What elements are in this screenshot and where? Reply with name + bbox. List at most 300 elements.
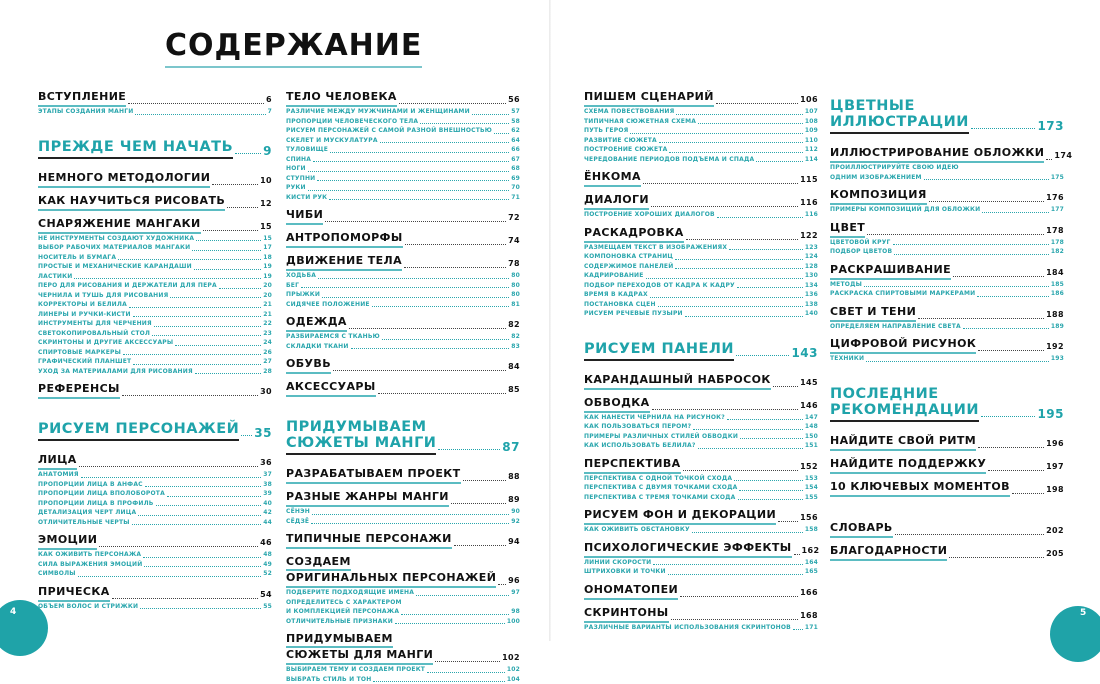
- toc-chapter[interactable]: [38, 453, 272, 470]
- toc-subentry[interactable]: [38, 550, 272, 560]
- toc-page-number: 18: [263, 253, 272, 263]
- dot-leader: [472, 114, 509, 115]
- dot-leader: [949, 557, 1044, 558]
- toc-subentry[interactable]: [286, 117, 520, 127]
- toc-label: ИНСТРУМЕНТЫ ДЛЯ ЧЕРЧЕНИЯ: [38, 319, 152, 329]
- toc-page-number: 17: [263, 243, 272, 253]
- toc-label: ПРОСТЫЕ И МЕХАНИЧЕСКИЕ КАРАНДАШИ: [38, 262, 192, 272]
- toc-page-number: 128: [805, 262, 818, 272]
- toc-subentry[interactable]: [38, 243, 272, 253]
- toc-column-1: [38, 84, 272, 611]
- toc-subentry[interactable]: [584, 474, 818, 484]
- dot-leader: [317, 180, 509, 181]
- toc-subentry[interactable]: [584, 413, 818, 423]
- dot-leader: [382, 339, 509, 340]
- dot-leader: [668, 574, 803, 575]
- toc-chapter[interactable]: [286, 490, 520, 507]
- toc-label: КАК НАНЕСТИ ЧЕРНИЛА НА РИСУНОК?: [584, 413, 725, 423]
- toc-section[interactable]: [286, 419, 520, 455]
- toc-chapter[interactable]: [286, 467, 520, 484]
- toc-label: ЭТАПЫ СОЗДАНИЯ МАНГИ: [38, 107, 133, 117]
- toc-subentry[interactable]: [584, 145, 818, 155]
- toc-subentry[interactable]: [38, 310, 272, 320]
- toc-label-line: ПРИДУМЫВАЕМ: [286, 419, 520, 435]
- toc-subentry[interactable]: [286, 183, 520, 193]
- toc-subentry[interactable]: [286, 665, 520, 675]
- toc-label-line: ОПРЕДЕЛИТЕСЬ С ХАРАКТЕРОМ: [286, 598, 520, 608]
- dot-leader: [128, 103, 264, 104]
- toc-label: АНАТОМИЯ: [38, 470, 79, 480]
- toc-section[interactable]: [830, 98, 1064, 134]
- dot-leader: [132, 524, 262, 525]
- dot-leader: [318, 278, 509, 279]
- toc-label: ПЕРСПЕКТИВА С ОДНОЙ ТОЧКОЙ СХОДА: [584, 474, 732, 484]
- dot-leader: [311, 523, 509, 524]
- toc-subentry[interactable]: [286, 107, 520, 117]
- toc-page-number: 196: [1046, 437, 1064, 451]
- toc-label: РАЗМЕЩАЕМ ТЕКСТ В ИЗОБРАЖЕНИЯХ: [584, 243, 727, 253]
- dot-leader: [380, 142, 510, 143]
- toc-page-number: 104: [507, 675, 520, 684]
- toc-page-number: 136: [805, 290, 818, 300]
- toc-page-number: 28: [263, 367, 272, 377]
- toc-label: И КОМПЛЕКЦИЕЙ ПЕРСОНАЖА: [286, 607, 399, 617]
- toc-subentry[interactable]: [584, 422, 818, 432]
- toc-page-number: 148: [805, 422, 818, 432]
- dot-leader: [192, 250, 261, 251]
- toc-subentry[interactable]: [830, 289, 1064, 299]
- toc-label: РАСКРАСКА СПИРТОВЫМИ МАРКЕРАМИ: [830, 289, 975, 299]
- toc-subentry[interactable]: [286, 617, 520, 627]
- toc-subentry[interactable]: [38, 508, 272, 518]
- dot-leader: [978, 350, 1044, 351]
- toc-chapter[interactable]: [286, 231, 520, 248]
- toc-page-number: 84: [508, 360, 520, 374]
- toc-subentry[interactable]: [38, 480, 272, 490]
- toc-subentry[interactable]: [38, 357, 272, 367]
- toc-subentry[interactable]: [830, 163, 1064, 182]
- toc-chapter[interactable]: [38, 90, 272, 107]
- dot-leader: [416, 595, 509, 596]
- toc-page-number: 171: [805, 623, 818, 633]
- toc-label: ТЕХНИКИ: [830, 354, 864, 364]
- toc-label: РАЗРАБАТЫВАЕМ ПРОЕКТ: [286, 467, 461, 484]
- toc-chapter[interactable]: [38, 533, 272, 550]
- toc-page-number: 122: [800, 229, 818, 243]
- toc-chapter[interactable]: [286, 208, 520, 225]
- toc-page-number: 189: [1051, 322, 1064, 332]
- dot-leader: [122, 395, 258, 396]
- toc-page-number: 67: [511, 155, 520, 165]
- toc-chapter[interactable]: [584, 170, 818, 187]
- toc-label: ОДЕЖДА: [286, 315, 347, 332]
- dot-leader: [373, 681, 504, 682]
- dot-leader: [112, 598, 258, 599]
- dot-leader: [438, 449, 500, 450]
- toc-page-number: 94: [508, 535, 520, 549]
- toc-label: ДЕТАЛИЗАЦИЯ ЧЕРТ ЛИЦА: [38, 508, 136, 518]
- toc-label: ПУТЬ ГЕРОЯ: [584, 126, 628, 136]
- dot-leader: [395, 623, 505, 624]
- toc-label: РУКИ: [286, 183, 306, 193]
- toc-page-number: 114: [805, 155, 818, 165]
- toc-chapter[interactable]: [286, 315, 520, 332]
- toc-chapter[interactable]: [830, 457, 1064, 474]
- dot-leader: [401, 614, 509, 615]
- toc-label: ЧЕРНИЛА И ТУШЬ ДЛЯ РИСОВАНИЯ: [38, 291, 168, 301]
- toc-label: ПЕРСПЕКТИВА С ДВУМЯ ТОЧКАМИ СХОДА: [584, 483, 737, 493]
- dot-leader: [156, 505, 262, 506]
- toc-page-number: 58: [511, 117, 520, 127]
- dot-leader: [866, 361, 1049, 362]
- toc-subentry[interactable]: [286, 126, 520, 136]
- toc-subentry[interactable]: [38, 329, 272, 339]
- toc-page-number: 56: [508, 93, 520, 107]
- toc-subentry[interactable]: [286, 675, 520, 684]
- toc-chapter[interactable]: [38, 171, 272, 188]
- toc-page-number: 83: [511, 342, 520, 352]
- toc-subentry[interactable]: [286, 174, 520, 184]
- toc-page-number: 156: [800, 511, 818, 525]
- dot-leader: [154, 326, 261, 327]
- dot-leader: [322, 297, 509, 298]
- toc-chapter[interactable]: [830, 337, 1064, 354]
- toc-label: ВЫБРАТЬ СТИЛЬ И ТОН: [286, 675, 371, 684]
- dot-leader: [241, 435, 252, 436]
- toc-section[interactable]: [38, 139, 272, 159]
- toc-subentry[interactable]: [38, 602, 272, 612]
- toc-chapter[interactable]: [584, 90, 818, 107]
- toc-section[interactable]: [38, 421, 272, 441]
- dot-leader: [494, 133, 509, 134]
- dot-leader: [929, 201, 1044, 202]
- toc-subentry[interactable]: [830, 280, 1064, 290]
- toc-label-line: ПОСЛЕДНИЕ: [830, 386, 1064, 402]
- toc-label: РАЗВИТИЕ СЮЖЕТА: [584, 136, 657, 146]
- toc-section[interactable]: [584, 341, 818, 361]
- toc-chapter[interactable]: [38, 382, 272, 399]
- toc-subentry[interactable]: [584, 567, 818, 577]
- toc-page-number: 69: [511, 174, 520, 184]
- toc-chapter[interactable]: [830, 434, 1064, 451]
- toc-page-number: 54: [260, 588, 272, 602]
- toc-label: РАЗНЫЕ ЖАНРЫ МАНГИ: [286, 490, 449, 507]
- toc-label: УХОД ЗА МАТЕРИАЛАМИ ДЛЯ РИСОВАНИЯ: [38, 367, 193, 377]
- toc-label: ЭМОЦИИ: [38, 533, 97, 550]
- toc-page-number: 198: [1046, 483, 1064, 497]
- toc-chapter[interactable]: [830, 263, 1064, 280]
- dot-leader: [918, 318, 1044, 319]
- dot-leader: [454, 545, 506, 546]
- toc-label: КАК ОЖИВИТЬ ПЕРСОНАЖА: [38, 550, 141, 560]
- toc-subentry[interactable]: [830, 205, 1064, 215]
- toc-subentry[interactable]: [38, 518, 272, 528]
- toc-subentry[interactable]: [584, 155, 818, 165]
- toc-label: РАСКРАШИВАНИЕ: [830, 263, 951, 280]
- toc-subentry[interactable]: [286, 300, 520, 310]
- toc-subentry[interactable]: [286, 598, 520, 617]
- toc-chapter[interactable]: [830, 521, 1064, 538]
- dot-leader: [135, 114, 265, 115]
- toc-page-number: 112: [805, 145, 818, 155]
- toc-subentry[interactable]: [38, 319, 272, 329]
- dot-leader: [203, 230, 258, 231]
- toc-label: СИДЯЧЕЕ ПОЛОЖЕНИЕ: [286, 300, 370, 310]
- toc-chapter[interactable]: [38, 194, 272, 211]
- toc-chapter[interactable]: [830, 305, 1064, 322]
- toc-subentry[interactable]: [584, 262, 818, 272]
- toc-label: ОПРЕДЕЛЯЕМ НАПРАВЛЕНИЕ СВЕТА: [830, 322, 961, 332]
- toc-page-number: 116: [800, 196, 818, 210]
- toc-subentry[interactable]: [584, 281, 818, 291]
- toc-subentry[interactable]: [38, 253, 272, 263]
- toc-label: ЛИНЕРЫ И РУЧКИ-КИСТИ: [38, 310, 131, 320]
- toc-subentry[interactable]: [584, 483, 818, 493]
- dot-leader: [737, 287, 803, 288]
- dot-leader: [133, 364, 261, 365]
- toc-page-number: 81: [511, 300, 520, 310]
- toc-label: ИЛЛЮСТРАЦИИ: [830, 114, 969, 134]
- toc-label: ОНОМАТОПЕИ: [584, 583, 678, 600]
- toc-chapter[interactable]: [286, 357, 520, 374]
- toc-chapter[interactable]: [286, 632, 520, 665]
- toc-subentry[interactable]: [584, 558, 818, 568]
- toc-page-number: 30: [260, 385, 272, 399]
- toc-chapter[interactable]: [830, 146, 1064, 163]
- toc-label: ПРОПОРЦИИ ЧЕЛОВЕЧЕСКОГО ТЕЛА: [286, 117, 418, 127]
- toc-chapter[interactable]: [38, 585, 272, 602]
- toc-page-number: 66: [511, 145, 520, 155]
- dot-leader: [129, 307, 261, 308]
- toc-page-number: 72: [508, 211, 520, 225]
- toc-label: СЁНЭН: [286, 507, 310, 517]
- toc-page-number: 153: [805, 474, 818, 484]
- toc-chapter[interactable]: [38, 217, 272, 234]
- toc-subentry[interactable]: [38, 489, 272, 499]
- dot-leader: [325, 221, 506, 222]
- toc-subentry[interactable]: [38, 300, 272, 310]
- dot-leader: [893, 244, 1049, 245]
- toc-chapter[interactable]: [584, 193, 818, 210]
- toc-subentry[interactable]: [830, 247, 1064, 257]
- toc-label: ЁНКОМА: [584, 170, 641, 187]
- toc-label: КАРАНДАШНЫЙ НАБРОСОК: [584, 373, 771, 390]
- toc-subentry[interactable]: [286, 145, 520, 155]
- dot-leader: [78, 576, 262, 577]
- toc-subentry[interactable]: [286, 281, 520, 291]
- toc-chapter[interactable]: [286, 380, 520, 397]
- toc-subentry[interactable]: [286, 164, 520, 174]
- toc-chapter[interactable]: [584, 541, 818, 558]
- toc-chapter[interactable]: [584, 606, 818, 623]
- toc-page-number: 90: [511, 507, 520, 517]
- toc-page-number: 182: [1051, 247, 1064, 257]
- toc-page-number: 154: [805, 483, 818, 493]
- toc-page-number: 38: [263, 480, 272, 490]
- toc-label-line: ПРОИЛЛЮСТРИРУЙТЕ СВОЮ ИДЕЮ: [830, 163, 1064, 173]
- toc-section[interactable]: [830, 386, 1064, 422]
- dot-leader: [740, 438, 803, 439]
- toc-subentry[interactable]: [286, 155, 520, 165]
- toc-subentry[interactable]: [584, 432, 818, 442]
- toc-subentry[interactable]: [584, 243, 818, 253]
- toc-subentry[interactable]: [286, 507, 520, 517]
- toc-chapter[interactable]: [584, 457, 818, 474]
- toc-subentry[interactable]: [584, 107, 818, 117]
- dot-leader: [650, 297, 803, 298]
- toc-label: ЛАСТИКИ: [38, 272, 72, 282]
- dot-leader: [427, 672, 505, 673]
- toc-subentry[interactable]: [584, 210, 818, 220]
- dot-leader: [675, 268, 802, 269]
- toc-subentry[interactable]: [38, 107, 272, 117]
- toc-label: КИСТИ РУК: [286, 193, 327, 203]
- dot-leader: [308, 190, 510, 191]
- toc-subentry[interactable]: [830, 354, 1064, 364]
- toc-chapter[interactable]: [584, 373, 818, 390]
- toc-label: ОРИГИНАЛЬНЫХ ПЕРСОНАЖЕЙ: [286, 571, 496, 588]
- toc-page-number: 175: [1051, 173, 1064, 183]
- toc-page-number: 44: [263, 518, 272, 528]
- toc-page-number: 20: [263, 291, 272, 301]
- toc-label: ПРОПОРЦИИ ЛИЦА В ПРОФИЛЬ: [38, 499, 154, 509]
- toc-subentry[interactable]: [286, 588, 520, 598]
- toc-page-number: 15: [263, 234, 272, 244]
- toc-label: КОРРЕКТОРЫ И БЕЛИЛА: [38, 300, 127, 310]
- toc-chapter[interactable]: [830, 188, 1064, 205]
- toc-subentry[interactable]: [584, 126, 818, 136]
- toc-chapter[interactable]: [584, 226, 818, 243]
- toc-subentry[interactable]: [584, 525, 818, 535]
- dot-leader: [643, 183, 798, 184]
- toc-subentry[interactable]: [584, 493, 818, 503]
- toc-subentry[interactable]: [584, 252, 818, 262]
- toc-page-number: 185: [1051, 280, 1064, 290]
- toc-page-number: 10: [260, 174, 272, 188]
- toc-subentry[interactable]: [38, 367, 272, 377]
- dot-leader: [669, 152, 802, 153]
- toc-subentry[interactable]: [38, 569, 272, 579]
- toc-chapter[interactable]: [584, 583, 818, 600]
- toc-subentry[interactable]: [584, 117, 818, 127]
- dot-leader: [658, 306, 803, 307]
- toc-subentry[interactable]: [286, 136, 520, 146]
- toc-subentry[interactable]: [38, 499, 272, 509]
- toc-chapter[interactable]: [830, 480, 1064, 497]
- toc-chapter[interactable]: [584, 508, 818, 525]
- toc-label: СЮЖЕТЫ ДЛЯ МАНГИ: [286, 648, 433, 665]
- toc-page-number: 197: [1046, 460, 1064, 474]
- toc-label: ПЕРСПЕКТИВА С ТРЕМЯ ТОЧКАМИ СХОДА: [584, 493, 736, 503]
- dot-leader: [738, 499, 803, 500]
- toc-page-number: 49: [263, 560, 272, 570]
- toc-subentry[interactable]: [286, 332, 520, 342]
- toc-subentry[interactable]: [584, 290, 818, 300]
- toc-subentry[interactable]: [38, 281, 272, 291]
- dot-leader: [659, 142, 803, 143]
- toc-label: РИСУЕМ ПЕРСОНАЖЕЙ: [38, 421, 239, 441]
- toc-page-number: 9: [263, 143, 272, 159]
- toc-chapter[interactable]: [286, 532, 520, 549]
- toc-page-number: 55: [263, 602, 272, 612]
- dot-leader: [313, 161, 509, 162]
- dot-leader: [683, 470, 799, 471]
- dot-leader: [123, 354, 261, 355]
- toc-label: ПИШЕМ СЦЕНАРИЙ: [584, 90, 714, 107]
- toc-page-number: 89: [508, 493, 520, 507]
- toc-chapter[interactable]: [286, 555, 520, 588]
- toc-page-number: 158: [805, 525, 818, 535]
- dot-leader: [99, 546, 258, 547]
- toc-subentry[interactable]: [286, 193, 520, 203]
- toc-subentry[interactable]: [286, 290, 520, 300]
- toc-subentry[interactable]: [38, 272, 272, 282]
- dot-leader: [716, 103, 798, 104]
- toc-page-number: 26: [263, 348, 272, 358]
- toc-subentry[interactable]: [38, 470, 272, 480]
- toc-page-number: 110: [805, 136, 818, 146]
- toc-label: ТЕЛО ЧЕЛОВЕКА: [286, 90, 397, 107]
- toc-page-number: 82: [508, 318, 520, 332]
- toc-subentry[interactable]: [286, 517, 520, 527]
- toc-chapter[interactable]: [286, 90, 520, 107]
- toc-page-number: 195: [1037, 406, 1064, 422]
- toc-subentry[interactable]: [38, 348, 272, 358]
- dot-leader: [118, 259, 261, 260]
- toc-subentry[interactable]: [584, 300, 818, 310]
- dot-leader: [308, 171, 509, 172]
- toc-subentry[interactable]: [584, 441, 818, 451]
- toc-subentry[interactable]: [38, 262, 272, 272]
- toc-subentry[interactable]: [584, 271, 818, 281]
- toc-subentry[interactable]: [830, 322, 1064, 332]
- toc-subentry[interactable]: [38, 560, 272, 570]
- toc-subentry[interactable]: [584, 309, 818, 319]
- toc-chapter[interactable]: [830, 544, 1064, 561]
- toc-subentry[interactable]: [38, 338, 272, 348]
- toc-page-number: 116: [805, 210, 818, 220]
- toc-page-number: 173: [1037, 118, 1064, 134]
- toc-subentry[interactable]: [286, 271, 520, 281]
- toc-page-number: 92: [511, 517, 520, 527]
- toc-page-number: 165: [805, 567, 818, 577]
- toc-subentry[interactable]: [584, 623, 818, 633]
- toc-label: ПРОПОРЦИИ ЛИЦА ВПОЛОБОРОТА: [38, 489, 165, 499]
- toc-chapter[interactable]: [286, 254, 520, 271]
- dot-leader: [864, 286, 1049, 287]
- dot-leader: [138, 515, 261, 516]
- toc-subentry[interactable]: [38, 291, 272, 301]
- toc-page-number: 12: [260, 197, 272, 211]
- toc-label: ПРИМЕРЫ КОМПОЗИЦИЙ ДЛЯ ОБЛОЖКИ: [830, 205, 980, 215]
- dot-leader: [756, 161, 803, 162]
- toc-label: НАЙДИТЕ ПОДДЕРЖКУ: [830, 457, 986, 474]
- toc-page-number: 80: [511, 271, 520, 281]
- toc-chapter[interactable]: [584, 396, 818, 413]
- dot-leader: [698, 123, 803, 124]
- toc-subentry[interactable]: [830, 238, 1064, 248]
- toc-subentry[interactable]: [584, 136, 818, 146]
- toc-page-number: 174: [1054, 149, 1072, 163]
- toc-chapter[interactable]: [830, 221, 1064, 238]
- dot-leader: [1046, 159, 1052, 160]
- toc-subentry[interactable]: [38, 234, 272, 244]
- toc-label: ОБЪЕМ ВОЛОС И СТРИЖКИ: [38, 602, 138, 612]
- toc-subentry[interactable]: [286, 342, 520, 352]
- toc-page-number: 164: [805, 558, 818, 568]
- toc-page-number: 97: [511, 588, 520, 598]
- dot-leader: [463, 480, 506, 481]
